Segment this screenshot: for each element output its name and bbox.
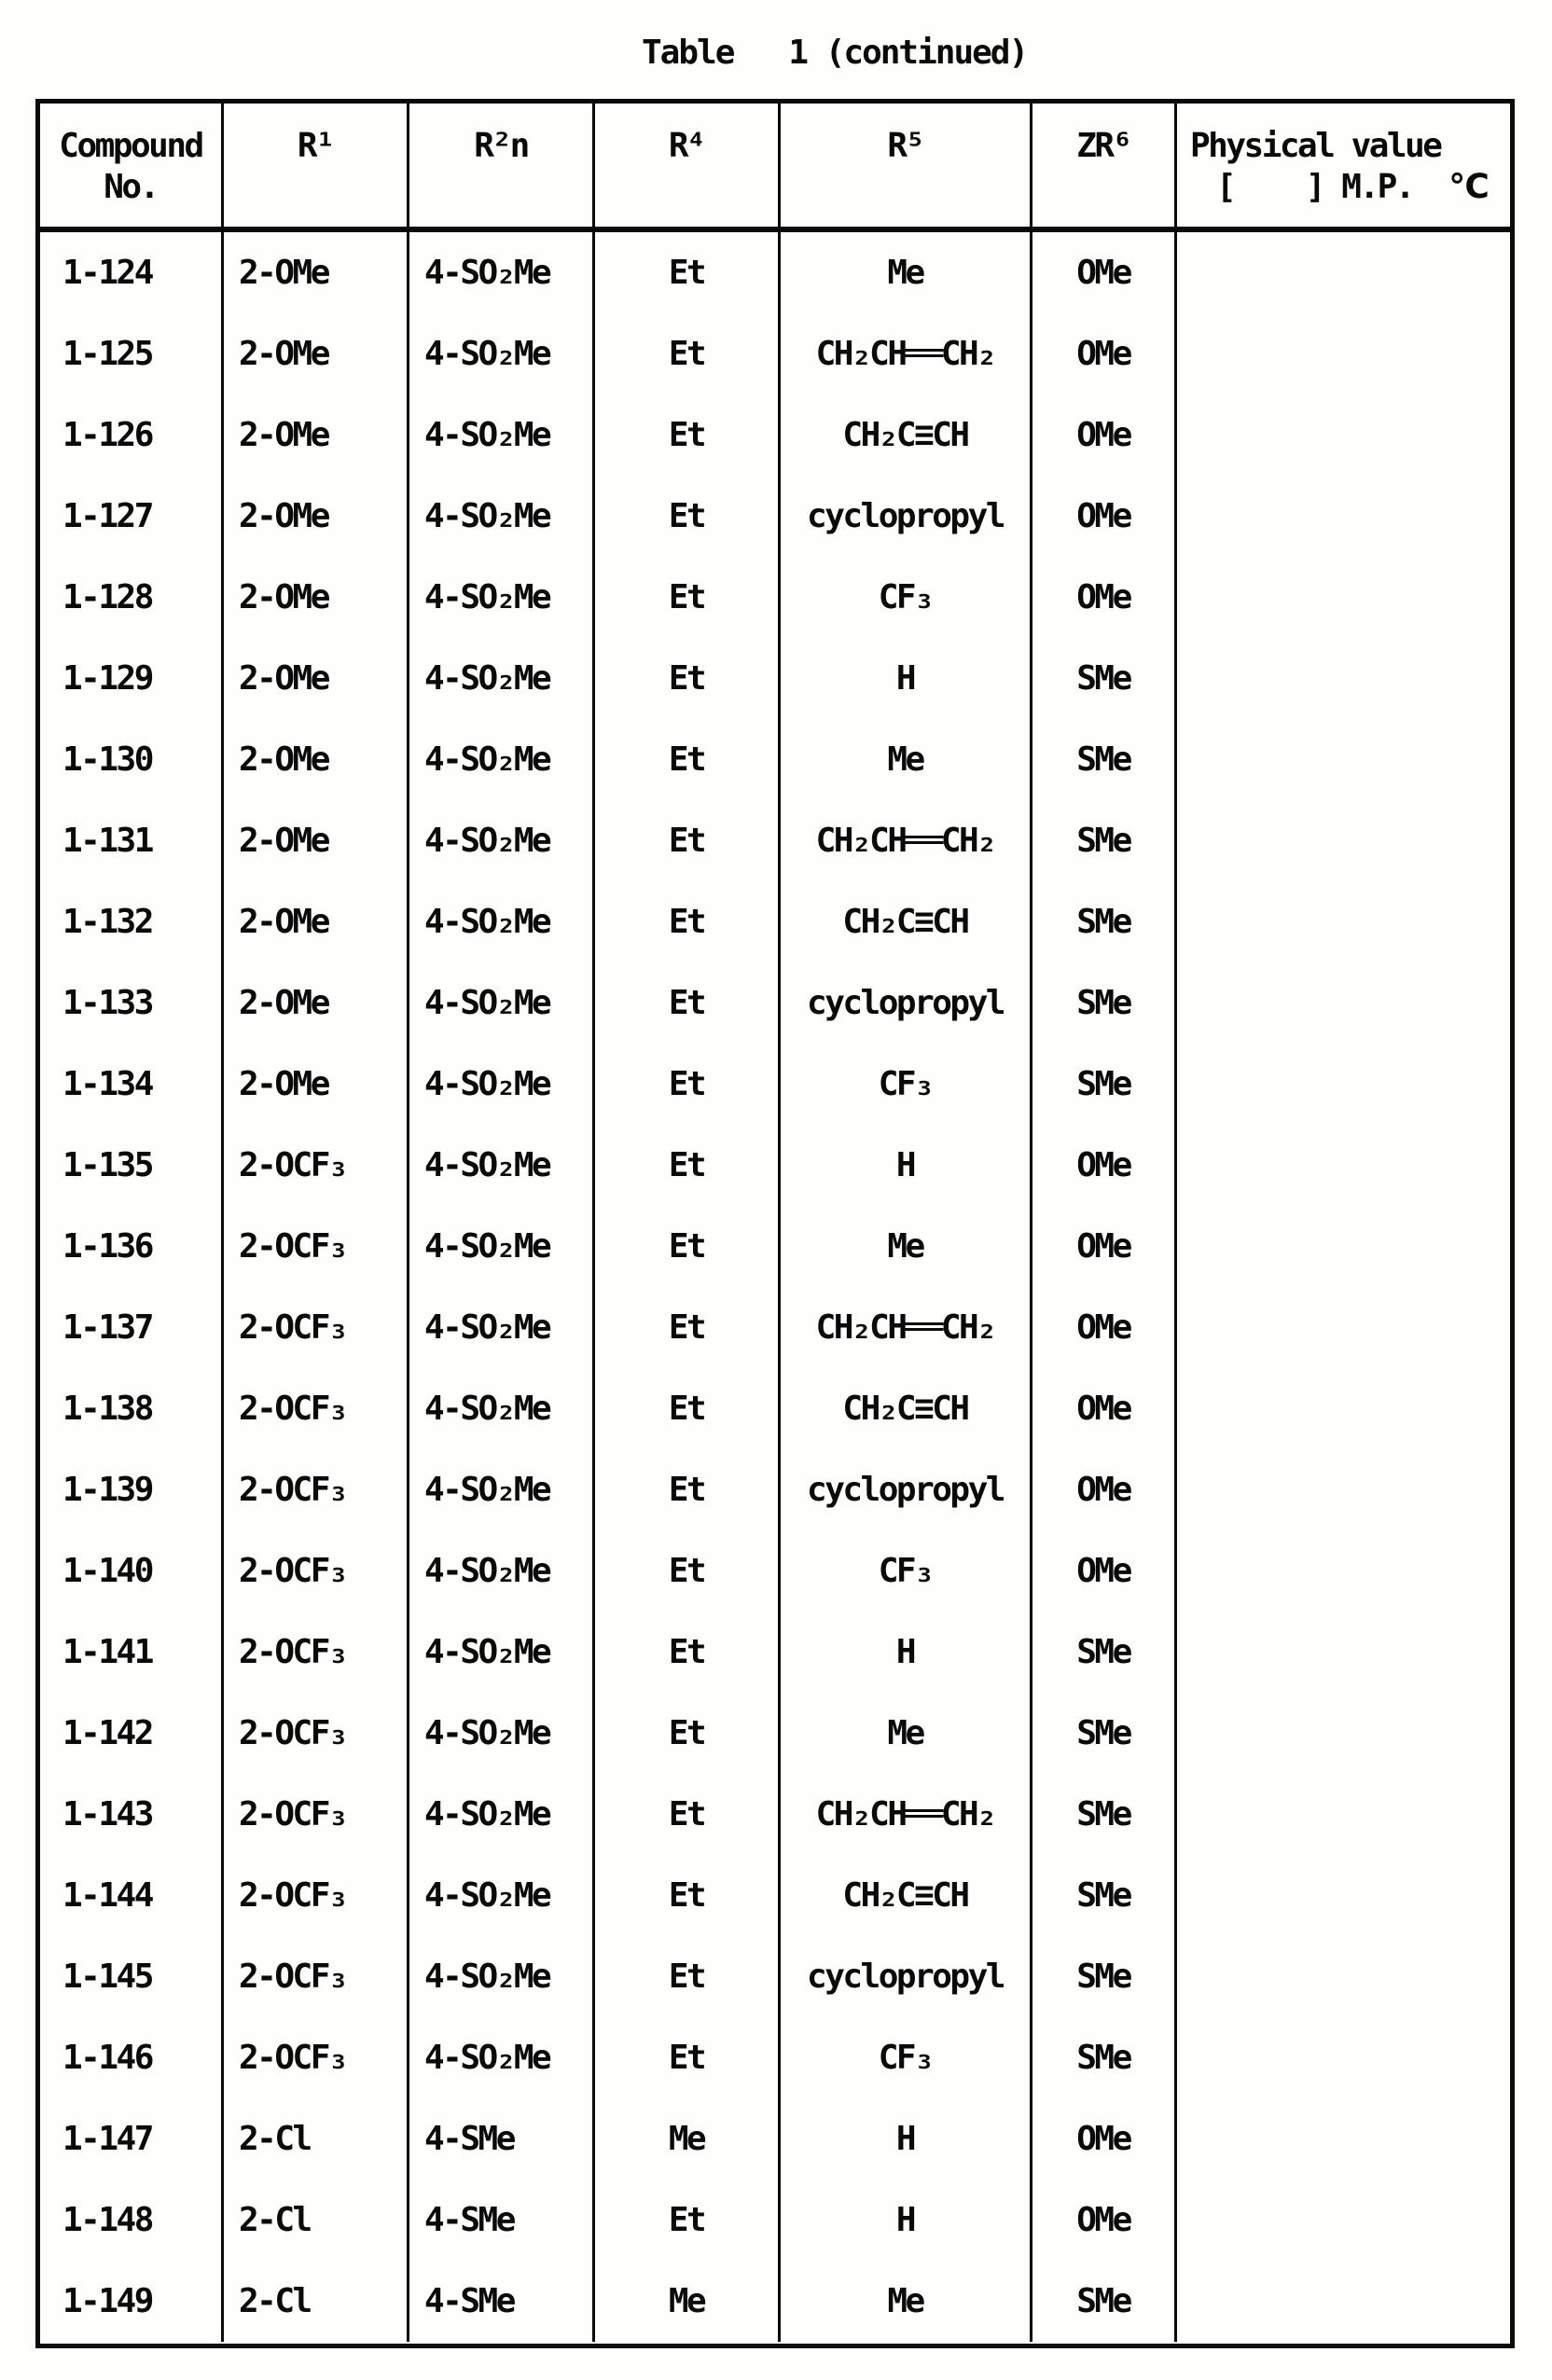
cell-compound-no: 1-136 xyxy=(40,1206,224,1287)
cell-r5: CH₂C≡CH xyxy=(781,1855,1032,1936)
cell-physical-value xyxy=(1177,1287,1510,1368)
cell-r2n: 4-SO₂Me xyxy=(409,638,595,719)
cell-r1: 2-Cl xyxy=(224,2098,409,2179)
cell-r2n: 4-SO₂Me xyxy=(409,1449,595,1530)
cell-r5: cyclopropyl xyxy=(781,1936,1032,2017)
cell-physical-value xyxy=(1177,1936,1510,2017)
header-physical-value xyxy=(1177,104,1510,232)
cell-r2n: 4-SO₂Me xyxy=(409,1693,595,1774)
cell-zr6: SMe xyxy=(1032,1855,1177,1936)
cell-physical-value xyxy=(1177,1530,1510,1612)
cell-r5: Me xyxy=(781,2261,1032,2342)
cell-compound-no: 1-138 xyxy=(40,1368,224,1449)
cell-r1: 2-OCF₃ xyxy=(224,1206,409,1287)
cell-r1: 2-Cl xyxy=(224,2179,409,2261)
cell-r1: 2-OCF₃ xyxy=(224,1125,409,1206)
cell-r2n: 4-SMe xyxy=(409,2261,595,2342)
cell-compound-no: 1-147 xyxy=(40,2098,224,2179)
cell-compound-no: 1-140 xyxy=(40,1530,224,1612)
cell-compound-no: 1-148 xyxy=(40,2179,224,2261)
cell-r5: cyclopropyl xyxy=(781,476,1032,557)
cell-r5: cyclopropyl xyxy=(781,1449,1032,1530)
cell-physical-value xyxy=(1177,476,1510,557)
cell-r2n: 4-SO₂Me xyxy=(409,1044,595,1125)
cell-compound-no: 1-126 xyxy=(40,394,224,476)
header-r5-label: R⁵ xyxy=(887,127,923,165)
cell-zr6: OMe xyxy=(1032,1368,1177,1449)
cell-r5: H xyxy=(781,638,1032,719)
cell-r2n: 4-SMe xyxy=(409,2179,595,2261)
cell-compound-no: 1-133 xyxy=(40,962,224,1044)
cell-r4: Et xyxy=(595,638,781,719)
cell-r1: 2-OMe xyxy=(224,557,409,638)
cell-compound-no: 1-149 xyxy=(40,2261,224,2342)
cell-r1: 2-OMe xyxy=(224,1044,409,1125)
cell-r1: 2-OCF₃ xyxy=(224,1287,409,1368)
cell-r5: CH₂CH══CH₂ xyxy=(781,1774,1032,1855)
header-physical-line2: [ ] M.P. ℃ xyxy=(1216,168,1488,206)
cell-r4: Et xyxy=(595,2179,781,2261)
compound-table xyxy=(35,99,1515,2348)
cell-r5: CH₂CH══CH₂ xyxy=(781,1287,1032,1368)
header-r1-label: R¹ xyxy=(297,127,334,165)
cell-r5: CH₂C≡CH xyxy=(781,394,1032,476)
cell-r2n: 4-SO₂Me xyxy=(409,719,595,800)
cell-r1: 2-Cl xyxy=(224,2261,409,2342)
cell-r4: Et xyxy=(595,1774,781,1855)
cell-physical-value xyxy=(1177,2098,1510,2179)
cell-r1: 2-OCF₃ xyxy=(224,1936,409,2017)
cell-r4: Et xyxy=(595,1287,781,1368)
cell-r4: Et xyxy=(595,1206,781,1287)
header-r4 xyxy=(595,104,781,232)
cell-compound-no: 1-143 xyxy=(40,1774,224,1855)
cell-zr6: OMe xyxy=(1032,1287,1177,1368)
header-compound-line2: No. xyxy=(104,168,158,206)
cell-r2n: 4-SO₂Me xyxy=(409,394,595,476)
cell-r2n: 4-SO₂Me xyxy=(409,1530,595,1612)
cell-r1: 2-OCF₃ xyxy=(224,1530,409,1612)
cell-physical-value xyxy=(1177,1368,1510,1449)
cell-physical-value xyxy=(1177,1206,1510,1287)
cell-zr6: SMe xyxy=(1032,1936,1177,2017)
cell-r5: CH₂CH══CH₂ xyxy=(781,800,1032,881)
cell-r4: Et xyxy=(595,1612,781,1693)
cell-compound-no: 1-130 xyxy=(40,719,224,800)
cell-r1: 2-OCF₃ xyxy=(224,2017,409,2098)
cell-r4: Et xyxy=(595,232,781,313)
cell-physical-value xyxy=(1177,800,1510,881)
cell-r2n: 4-SO₂Me xyxy=(409,232,595,313)
cell-r5: H xyxy=(781,2179,1032,2261)
cell-r2n: 4-SO₂Me xyxy=(409,881,595,962)
cell-zr6: SMe xyxy=(1032,800,1177,881)
cell-compound-no: 1-131 xyxy=(40,800,224,881)
cell-compound-no: 1-141 xyxy=(40,1612,224,1693)
cell-zr6: OMe xyxy=(1032,557,1177,638)
header-r5 xyxy=(781,104,1032,232)
cell-zr6: SMe xyxy=(1032,1774,1177,1855)
cell-r4: Et xyxy=(595,313,781,394)
cell-r1: 2-OMe xyxy=(224,800,409,881)
cell-r2n: 4-SO₂Me xyxy=(409,1855,595,1936)
cell-r1: 2-OMe xyxy=(224,313,409,394)
cell-r5: H xyxy=(781,1125,1032,1206)
cell-compound-no: 1-146 xyxy=(40,2017,224,2098)
header-zr6 xyxy=(1032,104,1177,232)
cell-r5: CH₂CH══CH₂ xyxy=(781,313,1032,394)
cell-physical-value xyxy=(1177,1044,1510,1125)
cell-r5: CH₂C≡CH xyxy=(781,881,1032,962)
cell-compound-no: 1-145 xyxy=(40,1936,224,2017)
cell-r2n: 4-SO₂Me xyxy=(409,800,595,881)
cell-physical-value xyxy=(1177,394,1510,476)
cell-physical-value xyxy=(1177,557,1510,638)
cell-r4: Et xyxy=(595,881,781,962)
cell-physical-value xyxy=(1177,313,1510,394)
cell-r5: H xyxy=(781,2098,1032,2179)
header-r2n xyxy=(409,104,595,232)
header-zr6-label: ZR⁶ xyxy=(1076,127,1130,165)
cell-physical-value xyxy=(1177,1125,1510,1206)
cell-r2n: 4-SMe xyxy=(409,2098,595,2179)
cell-r1: 2-OCF₃ xyxy=(224,1855,409,1936)
cell-r4: Et xyxy=(595,1693,781,1774)
cell-physical-value xyxy=(1177,1855,1510,1936)
cell-physical-value xyxy=(1177,2017,1510,2098)
cell-r1: 2-OMe xyxy=(224,719,409,800)
cell-r4: Et xyxy=(595,1368,781,1449)
cell-r5: Me xyxy=(781,232,1032,313)
cell-zr6: OMe xyxy=(1032,394,1177,476)
cell-physical-value xyxy=(1177,2179,1510,2261)
cell-zr6: OMe xyxy=(1032,1530,1177,1612)
cell-zr6: SMe xyxy=(1032,1612,1177,1693)
cell-r5: CH₂C≡CH xyxy=(781,1368,1032,1449)
cell-compound-no: 1-124 xyxy=(40,232,224,313)
cell-zr6: SMe xyxy=(1032,1693,1177,1774)
header-compound-no xyxy=(40,104,224,232)
cell-r4: Et xyxy=(595,1855,781,1936)
cell-r2n: 4-SO₂Me xyxy=(409,1774,595,1855)
cell-r5: CF₃ xyxy=(781,2017,1032,2098)
cell-r1: 2-OMe xyxy=(224,638,409,719)
cell-r5: CF₃ xyxy=(781,1044,1032,1125)
cell-zr6: SMe xyxy=(1032,2261,1177,2342)
cell-r4: Et xyxy=(595,1936,781,2017)
cell-compound-no: 1-134 xyxy=(40,1044,224,1125)
cell-zr6: SMe xyxy=(1032,881,1177,962)
cell-r2n: 4-SO₂Me xyxy=(409,1206,595,1287)
cell-compound-no: 1-139 xyxy=(40,1449,224,1530)
cell-r2n: 4-SO₂Me xyxy=(409,557,595,638)
table-title: Table 1 (continued) xyxy=(642,34,1028,72)
cell-r1: 2-OCF₃ xyxy=(224,1368,409,1449)
cell-zr6: SMe xyxy=(1032,719,1177,800)
cell-compound-no: 1-135 xyxy=(40,1125,224,1206)
cell-compound-no: 1-127 xyxy=(40,476,224,557)
cell-r1: 2-OMe xyxy=(224,232,409,313)
cell-r1: 2-OMe xyxy=(224,881,409,962)
cell-r4: Et xyxy=(595,1449,781,1530)
cell-zr6: OMe xyxy=(1032,1125,1177,1206)
cell-zr6: OMe xyxy=(1032,1449,1177,1530)
cell-physical-value xyxy=(1177,638,1510,719)
cell-compound-no: 1-129 xyxy=(40,638,224,719)
cell-compound-no: 1-144 xyxy=(40,1855,224,1936)
cell-r2n: 4-SO₂Me xyxy=(409,1612,595,1693)
cell-zr6: OMe xyxy=(1032,1206,1177,1287)
cell-r4: Me xyxy=(595,2261,781,2342)
cell-r2n: 4-SO₂Me xyxy=(409,313,595,394)
cell-r5: Me xyxy=(781,1693,1032,1774)
cell-physical-value xyxy=(1177,1693,1510,1774)
cell-compound-no: 1-142 xyxy=(40,1693,224,1774)
cell-r4: Et xyxy=(595,800,781,881)
cell-r1: 2-OCF₃ xyxy=(224,1612,409,1693)
cell-zr6: OMe xyxy=(1032,2098,1177,2179)
cell-compound-no: 1-132 xyxy=(40,881,224,962)
cell-r1: 2-OMe xyxy=(224,394,409,476)
cell-physical-value xyxy=(1177,232,1510,313)
cell-r4: Et xyxy=(595,394,781,476)
cell-compound-no: 1-128 xyxy=(40,557,224,638)
cell-zr6: OMe xyxy=(1032,2179,1177,2261)
cell-zr6: SMe xyxy=(1032,2017,1177,2098)
header-r1 xyxy=(224,104,409,232)
cell-r5: H xyxy=(781,1612,1032,1693)
cell-r5: Me xyxy=(781,1206,1032,1287)
cell-r1: 2-OCF₃ xyxy=(224,1449,409,1530)
cell-zr6: SMe xyxy=(1032,962,1177,1044)
cell-r5: CF₃ xyxy=(781,557,1032,638)
header-compound-line1: Compound xyxy=(59,127,202,165)
cell-physical-value xyxy=(1177,1774,1510,1855)
cell-r4: Et xyxy=(595,1530,781,1612)
cell-physical-value xyxy=(1177,1449,1510,1530)
cell-zr6: SMe xyxy=(1032,638,1177,719)
cell-r1: 2-OCF₃ xyxy=(224,1774,409,1855)
cell-r1: 2-OMe xyxy=(224,476,409,557)
cell-r4: Et xyxy=(595,476,781,557)
cell-r5: Me xyxy=(781,719,1032,800)
cell-zr6: OMe xyxy=(1032,232,1177,313)
cell-zr6: OMe xyxy=(1032,476,1177,557)
cell-physical-value xyxy=(1177,719,1510,800)
header-r2n-label: R²n xyxy=(474,127,528,165)
cell-r2n: 4-SO₂Me xyxy=(409,1936,595,2017)
cell-zr6: OMe xyxy=(1032,313,1177,394)
cell-r4: Et xyxy=(595,962,781,1044)
cell-r4: Et xyxy=(595,719,781,800)
cell-r5: cyclopropyl xyxy=(781,962,1032,1044)
cell-r4: Me xyxy=(595,2098,781,2179)
header-r4-label: R⁴ xyxy=(668,127,705,165)
cell-r2n: 4-SO₂Me xyxy=(409,476,595,557)
cell-physical-value xyxy=(1177,2261,1510,2342)
cell-zr6: SMe xyxy=(1032,1044,1177,1125)
cell-compound-no: 1-137 xyxy=(40,1287,224,1368)
cell-r5: CF₃ xyxy=(781,1530,1032,1612)
cell-physical-value xyxy=(1177,1612,1510,1693)
cell-r1: 2-OCF₃ xyxy=(224,1693,409,1774)
cell-physical-value xyxy=(1177,962,1510,1044)
header-physical-line1: Physical value xyxy=(1190,127,1441,165)
cell-compound-no: 1-125 xyxy=(40,313,224,394)
cell-r4: Et xyxy=(595,1044,781,1125)
cell-r2n: 4-SO₂Me xyxy=(409,1287,595,1368)
cell-r2n: 4-SO₂Me xyxy=(409,1125,595,1206)
cell-r2n: 4-SO₂Me xyxy=(409,1368,595,1449)
cell-r4: Et xyxy=(595,557,781,638)
cell-r1: 2-OMe xyxy=(224,962,409,1044)
cell-r4: Et xyxy=(595,1125,781,1206)
cell-r4: Et xyxy=(595,2017,781,2098)
cell-r2n: 4-SO₂Me xyxy=(409,962,595,1044)
cell-r2n: 4-SO₂Me xyxy=(409,2017,595,2098)
cell-physical-value xyxy=(1177,881,1510,962)
